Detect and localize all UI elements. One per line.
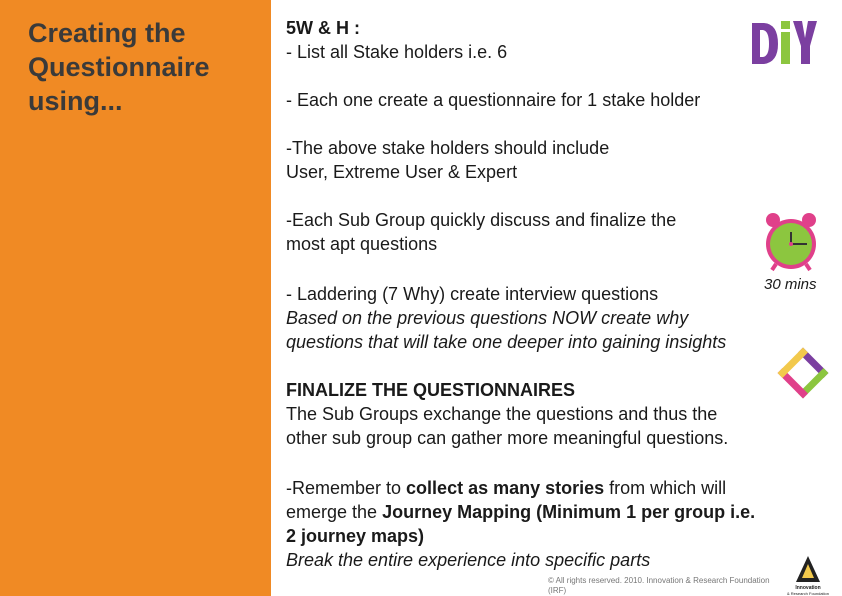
title-line-1: Creating the — [28, 18, 186, 48]
orange-sidebar — [0, 0, 271, 596]
title-line-2: Questionnaire — [28, 52, 210, 82]
laddering-based-line: Based on the previous questions NOW create why — [286, 308, 689, 328]
timer-label: 30 mins — [764, 276, 817, 293]
slide-title — [28, 16, 263, 118]
remember-line-1 — [286, 476, 726, 500]
emerge-prefix: emerge the — [286, 502, 383, 522]
colorful-square-icon — [776, 346, 830, 400]
diy-logo — [750, 18, 820, 68]
finalize-line-1: The Sub Groups exchange the questions and thus the — [286, 404, 718, 424]
remember-line-4: Break the entire experience into specific parts — [286, 550, 651, 570]
copyright-notice — [548, 576, 776, 596]
remember-suffix: from which will — [604, 478, 727, 498]
questionnaire-line: - Each one create a questionnaire for 1 stake holder — [286, 90, 701, 110]
collect-stories-emphasis: collect as many stories — [406, 478, 605, 498]
title-line-3: using... — [28, 86, 123, 116]
laddering-insights-line: questions that will take one deeper into gaining insights — [286, 332, 727, 352]
remember-line-2 — [286, 500, 755, 524]
subgroup-discuss-line-1: -Each Sub Group quickly discuss and finalize the — [286, 210, 677, 230]
copyright-line-2: (IRF) — [548, 586, 567, 595]
remember-line-3: 2 journey maps) — [286, 526, 425, 546]
copyright-line-1: © All rights reserved. 2010. Innovation & Research Foundation — [548, 576, 770, 585]
stakeholders-include-line-2: User, Extreme User & Expert — [286, 162, 518, 182]
finalize-heading: FINALIZE THE QUESTIONNAIRES — [286, 380, 576, 400]
finalize-line-2: other sub group can gather more meaningful questions. — [286, 428, 729, 448]
remember-prefix: -Remember to — [286, 478, 407, 498]
stakeholders-include-line-1: -The above stake holders should include — [286, 138, 610, 158]
irf-logo-text-1: Innovation — [795, 585, 821, 591]
irf-logo-text-2: & Research Foundation — [786, 591, 830, 596]
irf-logo — [786, 554, 842, 596]
subgroup-discuss-line-2: most apt questions — [286, 234, 438, 254]
list-stakeholders-line: - List all Stake holders i.e. 6 — [286, 42, 508, 62]
laddering-line: - Laddering (7 Why) create interview questions — [286, 284, 659, 304]
journey-mapping-emphasis: Journey Mapping (Minimum 1 per group i.e. — [382, 502, 756, 522]
alarm-clock-icon — [760, 210, 822, 272]
heading-5w-h: 5W & H : — [286, 18, 360, 38]
